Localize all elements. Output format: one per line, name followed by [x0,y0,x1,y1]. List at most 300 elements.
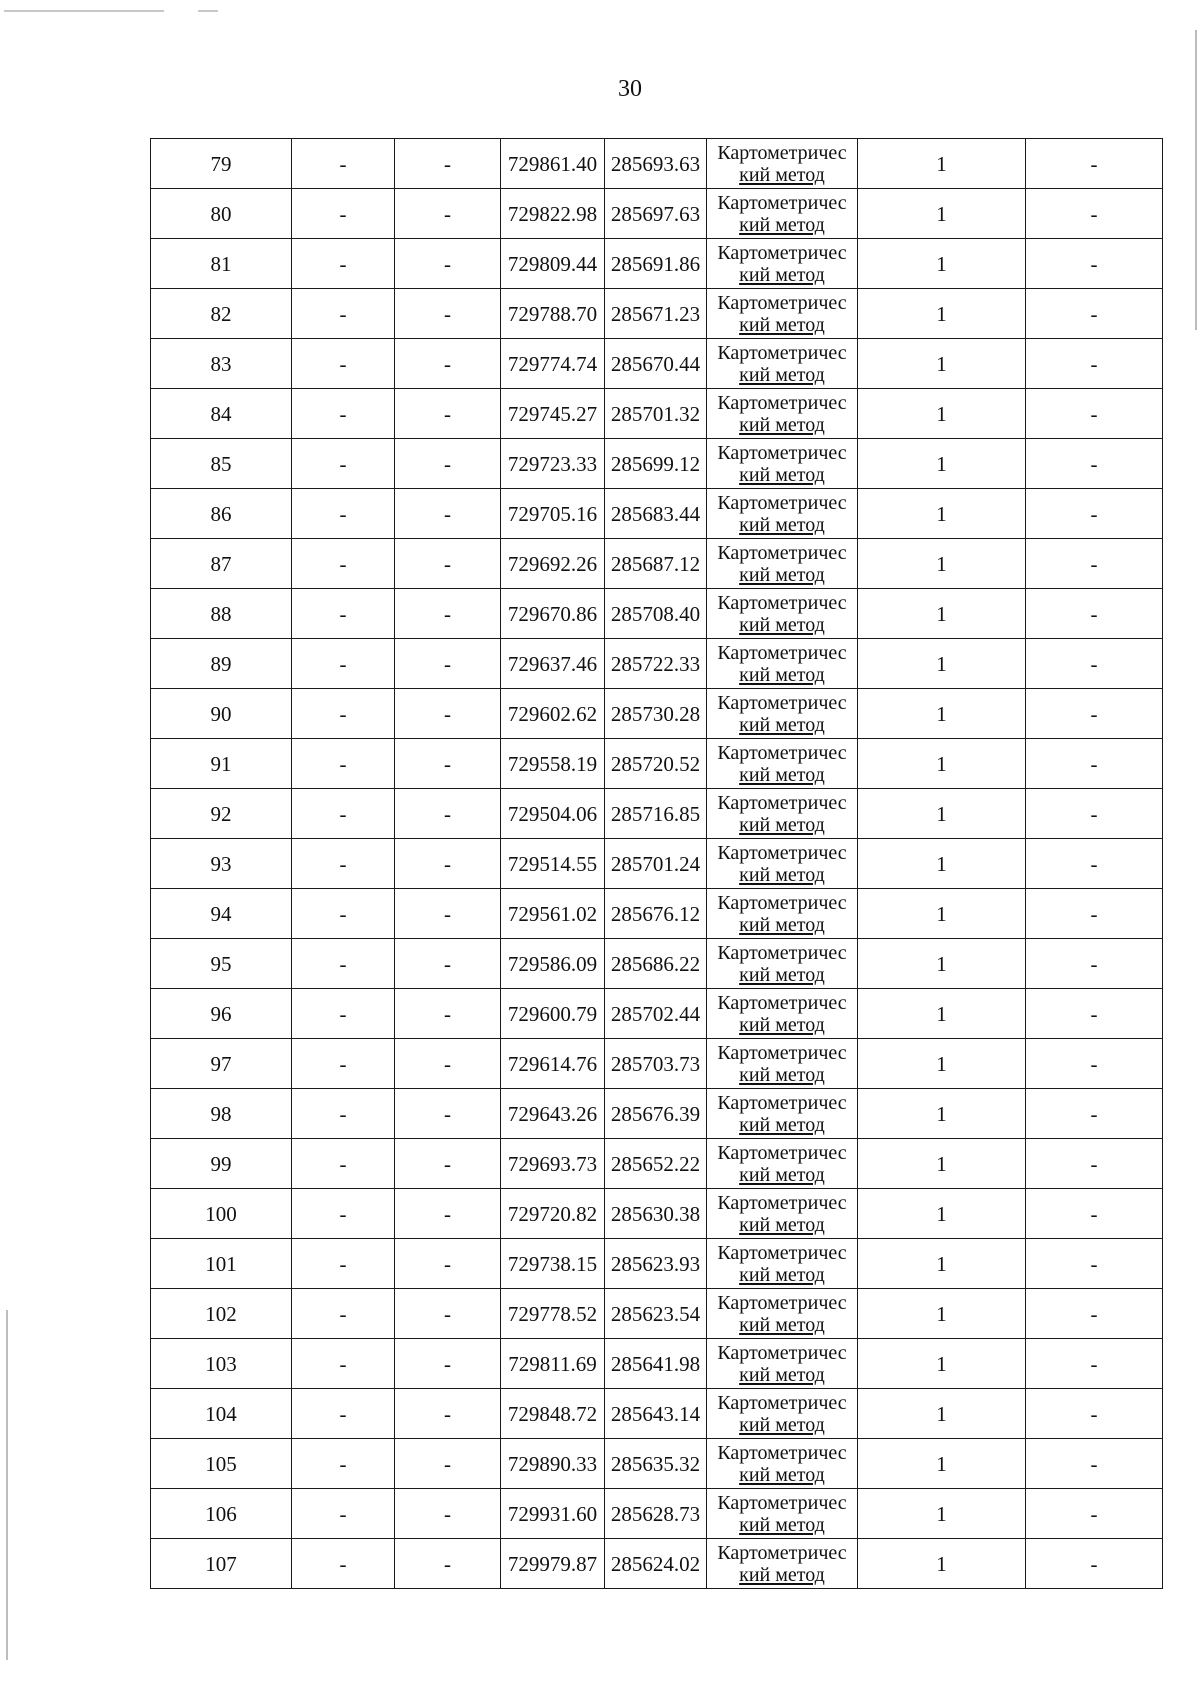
empty-cell-col3: - [395,989,501,1039]
coordinate-x-cell: 729774.74 [501,339,605,389]
method-text-line1: Картометричес [717,1141,847,1164]
empty-cell-col2: - [292,239,395,289]
coordinate-y-cell: 285697.63 [605,189,707,239]
table-row [151,889,1163,939]
method-cell [707,1239,858,1289]
point-number-cell: 96 [151,989,292,1039]
coordinate-x-cell: 729558.19 [501,739,605,789]
coordinate-x-cell: 729788.70 [501,289,605,339]
method-text-line2: кий метод [739,313,825,336]
accuracy-cell: 1 [858,1189,1026,1239]
point-number-cell: 83 [151,339,292,389]
method-text-line2: кий метод [739,513,825,536]
point-number-cell: 86 [151,489,292,539]
method-cell [707,789,858,839]
coordinate-y-cell: 285676.39 [605,1089,707,1139]
empty-cell-col3: - [395,189,501,239]
method-text-line1: Картометричес [717,641,847,664]
accuracy-cell: 1 [858,1239,1026,1289]
note-cell: - [1026,289,1163,339]
coordinate-x-cell: 729822.98 [501,189,605,239]
empty-cell-col2: - [292,639,395,689]
method-text-line2: кий метод [739,963,825,986]
note-cell: - [1026,439,1163,489]
empty-cell-col3: - [395,289,501,339]
empty-cell-col3: - [395,1339,501,1389]
method-text-line1: Картометричес [717,991,847,1014]
empty-cell-col3: - [395,1439,501,1489]
method-text-line1: Картометричес [717,191,847,214]
method-text-line2: кий метод [739,1163,825,1186]
method-text-line1: Картометричес [717,1491,847,1514]
method-text-line2: кий метод [739,1213,825,1236]
empty-cell-col3: - [395,689,501,739]
coordinate-x-cell: 729890.33 [501,1439,605,1489]
note-cell: - [1026,539,1163,589]
accuracy-cell: 1 [858,739,1026,789]
empty-cell-col2: - [292,939,395,989]
method-text-line2: кий метод [739,813,825,836]
point-number-cell: 91 [151,739,292,789]
method-text-line2: кий метод [739,763,825,786]
method-cell [707,989,858,1039]
point-number-cell: 97 [151,1039,292,1089]
coordinate-y-cell: 285623.93 [605,1239,707,1289]
scan-top-rule [4,10,164,12]
coordinate-x-cell: 729514.55 [501,839,605,889]
coordinate-x-cell: 729643.26 [501,1089,605,1139]
empty-cell-col2: - [292,989,395,1039]
coordinate-x-cell: 729809.44 [501,239,605,289]
method-cell [707,489,858,539]
table-row [151,1239,1163,1289]
coordinate-y-cell: 285716.85 [605,789,707,839]
empty-cell-col2: - [292,1389,395,1439]
coordinate-y-cell: 285686.22 [605,939,707,989]
table-row [151,1039,1163,1089]
accuracy-cell: 1 [858,1489,1026,1539]
method-text-line2: кий метод [739,1013,825,1036]
empty-cell-col3: - [395,639,501,689]
accuracy-cell: 1 [858,1339,1026,1389]
coordinate-y-cell: 285691.86 [605,239,707,289]
note-cell: - [1026,839,1163,889]
method-cell [707,839,858,889]
empty-cell-col2: - [292,1539,395,1589]
empty-cell-col2: - [292,389,395,439]
accuracy-cell: 1 [858,539,1026,589]
empty-cell-col3: - [395,439,501,489]
empty-cell-col3: - [395,389,501,439]
point-number-cell: 106 [151,1489,292,1539]
table-row [151,989,1163,1039]
empty-cell-col3: - [395,889,501,939]
table-row [151,539,1163,589]
coordinate-x-cell: 729720.82 [501,1189,605,1239]
empty-cell-col2: - [292,1039,395,1089]
method-cell [707,889,858,939]
coordinate-y-cell: 285683.44 [605,489,707,539]
accuracy-cell: 1 [858,589,1026,639]
coordinates-table [150,138,1163,1589]
table-row [151,239,1163,289]
accuracy-cell: 1 [858,289,1026,339]
coordinate-y-cell: 285687.12 [605,539,707,589]
coordinate-y-cell: 285635.32 [605,1439,707,1489]
empty-cell-col2: - [292,289,395,339]
note-cell: - [1026,1439,1163,1489]
point-number-cell: 98 [151,1089,292,1139]
coordinate-x-cell: 729637.46 [501,639,605,689]
coordinate-x-cell: 729861.40 [501,139,605,189]
point-number-cell: 104 [151,1389,292,1439]
coordinate-x-cell: 729600.79 [501,989,605,1039]
coordinate-y-cell: 285652.22 [605,1139,707,1189]
method-text-line1: Картометричес [717,491,847,514]
table-row [151,589,1163,639]
empty-cell-col3: - [395,1539,501,1589]
empty-cell-col2: - [292,539,395,589]
accuracy-cell: 1 [858,239,1026,289]
coordinate-y-cell: 285708.40 [605,589,707,639]
empty-cell-col3: - [395,139,501,189]
empty-cell-col2: - [292,1239,395,1289]
point-number-cell: 92 [151,789,292,839]
coordinate-x-cell: 729705.16 [501,489,605,539]
empty-cell-col3: - [395,1389,501,1439]
empty-cell-col2: - [292,339,395,389]
coordinate-y-cell: 285628.73 [605,1489,707,1539]
point-number-cell: 87 [151,539,292,589]
point-number-cell: 82 [151,289,292,339]
coordinate-x-cell: 729561.02 [501,889,605,939]
table-row [151,739,1163,789]
accuracy-cell: 1 [858,1139,1026,1189]
note-cell: - [1026,489,1163,539]
table-row [151,1189,1163,1239]
table-row [151,839,1163,889]
coordinate-y-cell: 285623.54 [605,1289,707,1339]
table-row [151,689,1163,739]
method-cell [707,139,858,189]
method-text-line1: Картометричес [717,691,847,714]
method-text-line1: Картометричес [717,591,847,614]
empty-cell-col2: - [292,739,395,789]
table-row [151,789,1163,839]
table-row [151,1489,1163,1539]
method-text-line1: Картометричес [717,1341,847,1364]
table-row [151,189,1163,239]
empty-cell-col3: - [395,339,501,389]
point-number-cell: 81 [151,239,292,289]
method-text-line2: кий метод [739,1363,825,1386]
empty-cell-col3: - [395,939,501,989]
method-cell [707,1339,858,1389]
point-number-cell: 95 [151,939,292,989]
accuracy-cell: 1 [858,439,1026,489]
accuracy-cell: 1 [858,939,1026,989]
accuracy-cell: 1 [858,489,1026,539]
method-cell [707,939,858,989]
method-cell [707,639,858,689]
empty-cell-col3: - [395,1489,501,1539]
empty-cell-col2: - [292,1289,395,1339]
point-number-cell: 90 [151,689,292,739]
method-text-line2: кий метод [739,1263,825,1286]
accuracy-cell: 1 [858,339,1026,389]
note-cell: - [1026,1389,1163,1439]
method-text-line1: Картометричес [717,741,847,764]
table-row [151,1439,1163,1489]
table-row [151,1389,1163,1439]
method-text-line2: кий метод [739,413,825,436]
method-text-line2: кий метод [739,213,825,236]
accuracy-cell: 1 [858,789,1026,839]
method-cell [707,1139,858,1189]
method-text-line2: кий метод [739,1113,825,1136]
coordinate-x-cell: 729738.15 [501,1239,605,1289]
coordinate-x-cell: 729693.73 [501,1139,605,1189]
accuracy-cell: 1 [858,1389,1026,1439]
accuracy-cell: 1 [858,989,1026,1039]
coordinate-y-cell: 285624.02 [605,1539,707,1589]
accuracy-cell: 1 [858,839,1026,889]
coordinate-x-cell: 729614.76 [501,1039,605,1089]
method-text-line2: кий метод [739,1513,825,1536]
method-cell [707,189,858,239]
empty-cell-col2: - [292,839,395,889]
point-number-cell: 103 [151,1339,292,1389]
table-row [151,1339,1163,1389]
scan-edge-mark-right [1195,30,1197,330]
coordinate-y-cell: 285730.28 [605,689,707,739]
method-text-line1: Картометричес [717,1291,847,1314]
note-cell: - [1026,739,1163,789]
note-cell: - [1026,389,1163,439]
accuracy-cell: 1 [858,1439,1026,1489]
coordinate-y-cell: 285701.24 [605,839,707,889]
accuracy-cell: 1 [858,639,1026,689]
method-text-line2: кий метод [739,1413,825,1436]
table-row [151,439,1163,489]
point-number-cell: 107 [151,1539,292,1589]
method-text-line1: Картометричес [717,1241,847,1264]
page-number: 30 [618,76,642,102]
coordinate-x-cell: 729811.69 [501,1339,605,1389]
coordinate-y-cell: 285703.73 [605,1039,707,1089]
method-text-line2: кий метод [739,563,825,586]
note-cell: - [1026,189,1163,239]
method-text-line2: кий метод [739,363,825,386]
note-cell: - [1026,889,1163,939]
method-text-line2: кий метод [739,263,825,286]
note-cell: - [1026,1289,1163,1339]
method-cell [707,1089,858,1139]
coordinate-x-cell: 729745.27 [501,389,605,439]
coordinate-y-cell: 285722.33 [605,639,707,689]
note-cell: - [1026,1489,1163,1539]
method-text-line1: Картометричес [717,941,847,964]
accuracy-cell: 1 [858,1039,1026,1089]
note-cell: - [1026,639,1163,689]
method-text-line1: Картометричес [717,841,847,864]
method-text-line1: Картометричес [717,1191,847,1214]
point-number-cell: 93 [151,839,292,889]
method-text-line1: Картометричес [717,241,847,264]
coordinate-x-cell: 729504.06 [501,789,605,839]
empty-cell-col2: - [292,1489,395,1539]
method-text-line2: кий метод [739,1063,825,1086]
method-text-line2: кий метод [739,463,825,486]
table-row [151,489,1163,539]
method-cell [707,1439,858,1489]
empty-cell-col2: - [292,1139,395,1189]
note-cell: - [1026,789,1163,839]
empty-cell-col2: - [292,1439,395,1489]
method-text-line1: Картометричес [717,341,847,364]
method-text-line1: Картометричес [717,1541,847,1564]
empty-cell-col2: - [292,139,395,189]
note-cell: - [1026,139,1163,189]
note-cell: - [1026,1239,1163,1289]
method-text-line1: Картометричес [717,1441,847,1464]
point-number-cell: 80 [151,189,292,239]
coordinate-y-cell: 285701.32 [605,389,707,439]
method-cell [707,1489,858,1539]
coordinate-y-cell: 285671.23 [605,289,707,339]
empty-cell-col2: - [292,1089,395,1139]
method-text-line1: Картометричес [717,791,847,814]
coordinate-y-cell: 285676.12 [605,889,707,939]
coordinate-x-cell: 729778.52 [501,1289,605,1339]
method-text-line2: кий метод [739,163,825,186]
empty-cell-col3: - [395,1239,501,1289]
empty-cell-col3: - [395,1089,501,1139]
table-row [151,339,1163,389]
table-row [151,1089,1163,1139]
empty-cell-col2: - [292,589,395,639]
point-number-cell: 99 [151,1139,292,1189]
table-row [151,1139,1163,1189]
method-text-line1: Картометричес [717,891,847,914]
empty-cell-col2: - [292,1189,395,1239]
method-cell [707,439,858,489]
coordinate-x-cell: 729602.62 [501,689,605,739]
method-text-line1: Картометричес [717,441,847,464]
method-cell [707,239,858,289]
empty-cell-col3: - [395,1189,501,1239]
point-number-cell: 89 [151,639,292,689]
note-cell: - [1026,339,1163,389]
table-row [151,639,1163,689]
note-cell: - [1026,939,1163,989]
coordinate-y-cell: 285702.44 [605,989,707,1039]
table-row [151,389,1163,439]
point-number-cell: 85 [151,439,292,489]
accuracy-cell: 1 [858,139,1026,189]
coordinate-x-cell: 729848.72 [501,1389,605,1439]
empty-cell-col3: - [395,489,501,539]
table-row [151,1289,1163,1339]
method-text-line2: кий метод [739,1463,825,1486]
coordinate-x-cell: 729670.86 [501,589,605,639]
empty-cell-col2: - [292,489,395,539]
coordinate-y-cell: 285699.12 [605,439,707,489]
method-cell [707,589,858,639]
point-number-cell: 100 [151,1189,292,1239]
coordinate-y-cell: 285643.14 [605,1389,707,1439]
empty-cell-col3: - [395,1039,501,1089]
empty-cell-col2: - [292,1339,395,1389]
table-row [151,289,1163,339]
method-cell [707,1539,858,1589]
coordinate-y-cell: 285641.98 [605,1339,707,1389]
empty-cell-col2: - [292,189,395,239]
method-text-line1: Картометричес [717,541,847,564]
method-cell [707,689,858,739]
table-row [151,139,1163,189]
method-cell [707,1289,858,1339]
method-text-line2: кий метод [739,913,825,936]
point-number-cell: 79 [151,139,292,189]
coordinate-y-cell: 285670.44 [605,339,707,389]
table-body [151,139,1163,1589]
coordinate-y-cell: 285693.63 [605,139,707,189]
method-cell [707,1189,858,1239]
method-text-line1: Картометричес [717,291,847,314]
note-cell: - [1026,689,1163,739]
point-number-cell: 105 [151,1439,292,1489]
empty-cell-col3: - [395,239,501,289]
method-cell [707,339,858,389]
point-number-cell: 101 [151,1239,292,1289]
accuracy-cell: 1 [858,1289,1026,1339]
method-text-line2: кий метод [739,713,825,736]
note-cell: - [1026,589,1163,639]
note-cell: - [1026,1539,1163,1589]
empty-cell-col3: - [395,839,501,889]
accuracy-cell: 1 [858,1539,1026,1589]
accuracy-cell: 1 [858,689,1026,739]
method-cell [707,1039,858,1089]
note-cell: - [1026,1339,1163,1389]
empty-cell-col3: - [395,1289,501,1339]
coordinate-x-cell: 729723.33 [501,439,605,489]
method-text-line2: кий метод [739,613,825,636]
note-cell: - [1026,989,1163,1039]
note-cell: - [1026,1189,1163,1239]
coordinate-y-cell: 285630.38 [605,1189,707,1239]
accuracy-cell: 1 [858,189,1026,239]
empty-cell-col2: - [292,689,395,739]
method-text-line2: кий метод [739,1563,825,1586]
method-text-line2: кий метод [739,863,825,886]
coordinate-x-cell: 729586.09 [501,939,605,989]
empty-cell-col3: - [395,589,501,639]
accuracy-cell: 1 [858,1089,1026,1139]
point-number-cell: 102 [151,1289,292,1339]
method-text-line2: кий метод [739,1313,825,1336]
point-number-cell: 88 [151,589,292,639]
empty-cell-col2: - [292,789,395,839]
point-number-cell: 94 [151,889,292,939]
coordinates-table-wrapper [150,138,1162,1589]
coordinate-x-cell: 729979.87 [501,1539,605,1589]
coordinate-y-cell: 285720.52 [605,739,707,789]
note-cell: - [1026,1089,1163,1139]
method-text-line2: кий метод [739,663,825,686]
empty-cell-col2: - [292,439,395,489]
